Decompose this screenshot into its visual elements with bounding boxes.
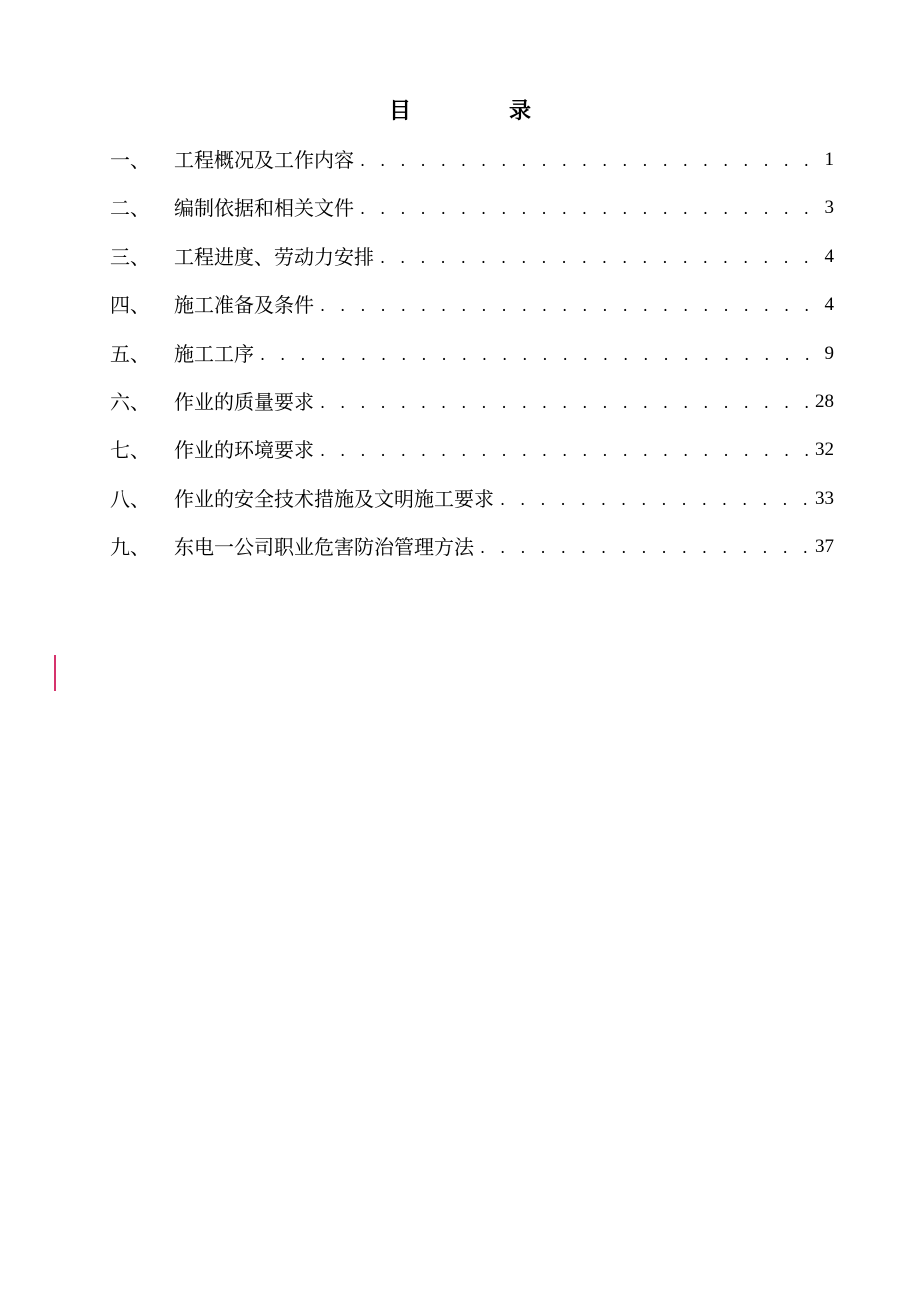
toc-entry-title: 作业的安全技术措施及文明施工要求 [174, 486, 494, 511]
margin-change-bar [54, 655, 56, 691]
toc-entry[interactable] [110, 190, 834, 238]
toc-title: 目 录 [388, 99, 569, 124]
toc-entry-number: 三、 [110, 244, 150, 269]
toc-entry-title: 作业的环境要求 [174, 438, 314, 463]
toc-entry[interactable] [110, 481, 834, 529]
toc-entry-title: 施工准备及条件 [174, 293, 314, 318]
toc-entry-number: 九、 [110, 535, 150, 560]
toc-dot-leader [320, 432, 813, 470]
toc-entry-title: 作业的质量要求 [174, 389, 314, 414]
toc-entry-number: 八、 [110, 486, 150, 511]
toc-entry-number: 七、 [110, 438, 150, 463]
toc-entry[interactable] [110, 529, 834, 577]
toc-entry-number: 一、 [110, 148, 150, 172]
toc-dot-leader [380, 239, 823, 277]
toc-entry-title: 工程概况及工作内容 [174, 148, 354, 172]
toc-dot-leader [500, 481, 813, 519]
toc-dot-leader [320, 384, 813, 422]
toc-entry-page: 28 [815, 390, 834, 412]
toc-entry-page: 4 [824, 294, 834, 316]
toc-entry-page: 1 [824, 149, 834, 170]
toc-entry-page: 32 [815, 439, 834, 461]
toc-entry[interactable] [110, 142, 834, 190]
toc-entry-number: 四、 [110, 293, 150, 318]
toc-dot-leader [360, 142, 823, 180]
toc-entry-number: 六、 [110, 389, 150, 414]
toc-entry-page: 9 [824, 342, 834, 364]
toc-entry-title: 施工工序 [174, 341, 254, 366]
toc-entry[interactable] [110, 287, 834, 335]
toc-entry-number: 二、 [110, 196, 150, 221]
toc-entry[interactable] [110, 239, 834, 287]
toc-entry-title: 东电一公司职业危害防治管理方法 [174, 535, 474, 560]
toc-dot-leader [360, 190, 823, 228]
toc-list [110, 142, 834, 578]
toc-entry[interactable] [110, 336, 834, 384]
toc-entry-page: 4 [824, 245, 834, 267]
toc-entry-page: 3 [824, 197, 834, 219]
toc-dot-leader [480, 529, 813, 567]
toc-entry-number: 五、 [110, 341, 150, 366]
toc-entry-title: 工程进度、劳动力安排 [174, 244, 374, 269]
toc-entry-title: 编制依据和相关文件 [174, 196, 354, 221]
toc-dot-leader [260, 336, 823, 374]
toc-dot-leader [320, 287, 823, 325]
toc-entry-page: 37 [815, 536, 834, 558]
toc-entry-page: 33 [815, 487, 834, 509]
toc-entry[interactable] [110, 384, 834, 432]
toc-entry[interactable] [110, 432, 834, 480]
